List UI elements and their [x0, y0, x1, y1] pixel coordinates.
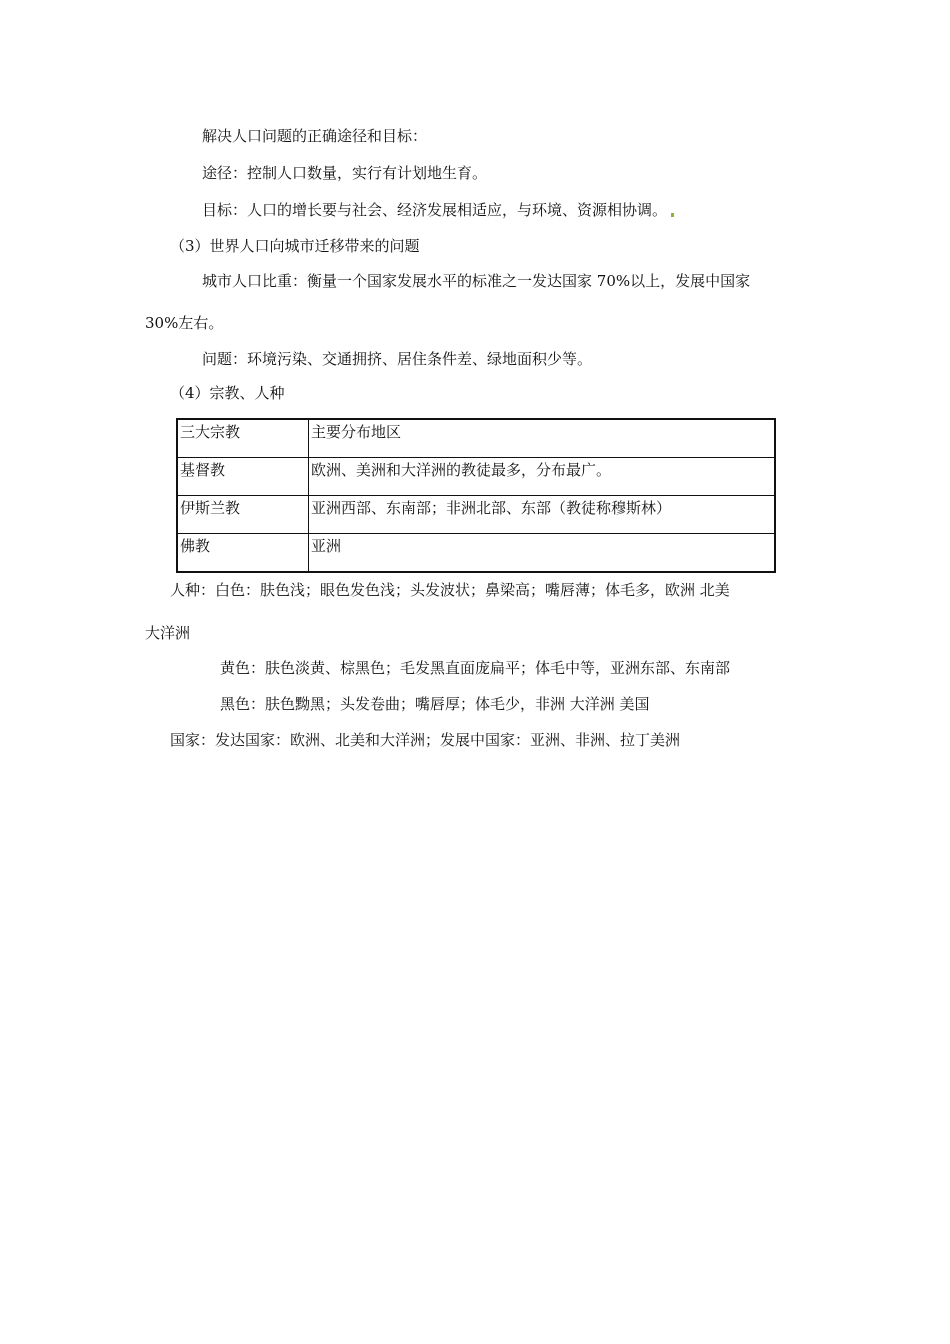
table-cell-region: 亚洲 [309, 534, 776, 573]
text-line-goal [202, 200, 674, 220]
table-row [177, 458, 775, 496]
text-line-race-white: 人种：白色：肤色浅；眼色发色浅；头发波状；鼻梁高；嘴唇薄；体毛多，欧洲 北美 [170, 581, 730, 599]
text-line-solution-heading: 解决人口问题的正确途径和目标： [202, 127, 428, 145]
table-header-row [177, 419, 775, 458]
text-line-countries: 国家：发达国家：欧洲、北美和大洋洲；发展中国家：亚洲、非洲、拉丁美洲 [170, 731, 681, 749]
table-cell-religion: 伊斯兰教 [177, 496, 309, 534]
text-line-race-black: 黑色：肤色黝黑；头发卷曲；嘴唇厚；体毛少，非洲 大洋洲 美国 [220, 695, 650, 713]
text-line-approach: 途径：控制人口数量，实行有计划地生育。 [202, 164, 488, 182]
table-cell-region: 欧洲、美洲和大洋洲的教徒最多，分布最广。 [309, 458, 776, 496]
text-line-problems: 问题：环境污染、交通拥挤、居住条件差、绿地面积少等。 [202, 350, 593, 368]
table-row [177, 496, 775, 534]
table-cell-religion: 佛教 [177, 534, 309, 573]
marker-dot-icon [671, 213, 674, 217]
table-header-cell: 三大宗教 [177, 419, 309, 458]
table-row [177, 534, 775, 573]
section-heading-urbanization: （3）世界人口向城市迁移带来的问题 [170, 237, 420, 255]
table-cell-religion: 基督教 [177, 458, 309, 496]
table-cell-region: 亚洲西部、东南部；非洲北部、东部（教徒称穆斯林） [309, 496, 776, 534]
text-line-urban-ratio-cont: 30%左右。 [145, 314, 224, 332]
religion-table [176, 418, 776, 573]
text-line-race-yellow: 黄色：肤色淡黄、棕黑色；毛发黑直面庞扁平；体毛中等，亚洲东部、东南部 [220, 659, 731, 677]
table-header-cell: 主要分布地区 [309, 419, 776, 458]
goal-text: 目标：人口的增长要与社会、经济发展相适应，与环境、资源相协调。 [202, 201, 668, 219]
text-line-race-white-cont: 大洋洲 [145, 624, 191, 642]
text-line-urban-ratio: 城市人口比重：衡量一个国家发展水平的标准之一发达国家 70%以上，发展中国家 [202, 272, 751, 290]
section-heading-religion-race: （4）宗教、人种 [170, 384, 285, 402]
